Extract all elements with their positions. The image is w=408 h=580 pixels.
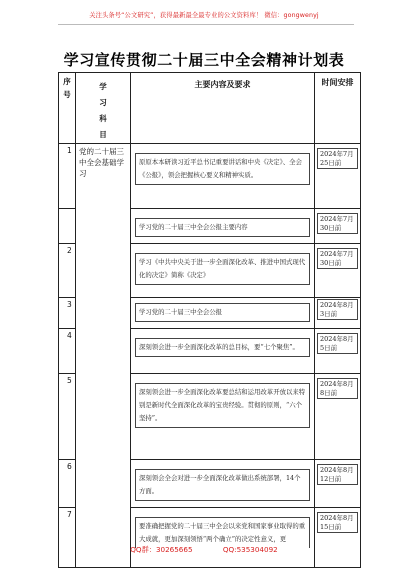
date-text: 2024年7月30日前 xyxy=(317,248,358,269)
row-date xyxy=(315,508,361,568)
row-content xyxy=(131,244,315,298)
header-num xyxy=(59,73,76,144)
row-num: 6 xyxy=(59,460,76,508)
footer xyxy=(0,545,408,555)
table-header-row xyxy=(59,73,361,144)
row-date xyxy=(315,298,361,329)
row-num: 3 xyxy=(59,298,76,329)
date-text: 2024年7月30日前 xyxy=(317,213,358,234)
header-content-label: 主要内容及要求 xyxy=(194,80,251,89)
content-text: 深刻领会全会对进一步全面深化改革做出系统部署，14个方面。 xyxy=(135,469,310,501)
date-text: 2024年8月12日前 xyxy=(317,464,358,485)
content-text: 深刻领会进一步全面深化改革的总目标，要“七个聚焦”。 xyxy=(135,338,310,357)
content-text: 深刻领会进一步全面深化改革要总结和运用改革开放以来特别是新时代全面深化改革的宝贵经验。贯彻的原则，“六个坚持”。 xyxy=(135,383,310,428)
row-num: 7 xyxy=(59,508,76,568)
row-date xyxy=(315,244,361,298)
row-date xyxy=(315,374,361,460)
date-text: 2024年8月5日前 xyxy=(317,333,358,354)
row-content xyxy=(131,144,315,209)
row-date xyxy=(315,209,361,244)
date-text: 2024年8月3日前 xyxy=(317,299,358,320)
row-num: 2 xyxy=(59,244,76,298)
content-text: 学习党的二十届三中全会公报主要内容 xyxy=(135,218,310,237)
date-text: 2024年7月25日前 xyxy=(317,148,358,169)
topic-cell xyxy=(76,144,131,568)
row-date xyxy=(315,329,361,374)
header-topic xyxy=(76,73,131,144)
table-row xyxy=(59,144,361,209)
row-date xyxy=(315,460,361,508)
header-content xyxy=(131,73,315,144)
date-text: 2024年8月15日前 xyxy=(317,512,358,533)
row-content xyxy=(131,209,315,244)
footer-qq: QQ:535304092 xyxy=(222,545,278,554)
footer-qq-group: QQ群：30265665 xyxy=(130,545,193,554)
row-num: 4 xyxy=(59,329,76,374)
date-text: 2024年8月8日前 xyxy=(317,378,358,399)
row-num xyxy=(59,209,76,244)
row-content xyxy=(131,298,315,329)
header-time xyxy=(315,73,361,144)
content-text: 学习党的二十届三中全会公报 xyxy=(135,303,310,322)
row-content xyxy=(131,460,315,508)
row-content xyxy=(131,508,315,568)
row-date xyxy=(315,144,361,209)
row-content xyxy=(131,329,315,374)
topic-label: 党的二十届三中全会基础学习 xyxy=(79,147,124,178)
header-divider xyxy=(58,24,354,25)
header-time-label: 时间安排 xyxy=(321,78,354,87)
page-title: 学习宣传贯彻二十届三中全会精神计划表 xyxy=(63,51,345,69)
plan-table xyxy=(58,72,361,568)
header-num-label: 序号 xyxy=(63,77,71,99)
header-topic-label: 学习科目 xyxy=(99,82,107,139)
header-notice: 关注头条号“公文研究”，获得最新最全最专业的公文资料库！ 微信：gongwenyj xyxy=(89,12,319,19)
row-num: 5 xyxy=(59,374,76,460)
row-num: 1 xyxy=(59,144,76,209)
content-text: 原原本本研读习近平总书记重要讲话和中央《决定》、全会《公报》，领会把握核心要义和精神实质。 xyxy=(135,153,310,185)
content-text: 要准确把握党的二十届三中全会以来党和国家事业取得的重大成就，更加深刻领悟“两个确立”的决定性意义，更 xyxy=(135,517,310,548)
row-content xyxy=(131,374,315,460)
content-text: 学习《中共中央关于进一步全面深化改革、推进中国式现代化的决定》简称《决定》 xyxy=(135,253,310,285)
plan-table-frame xyxy=(58,72,360,560)
